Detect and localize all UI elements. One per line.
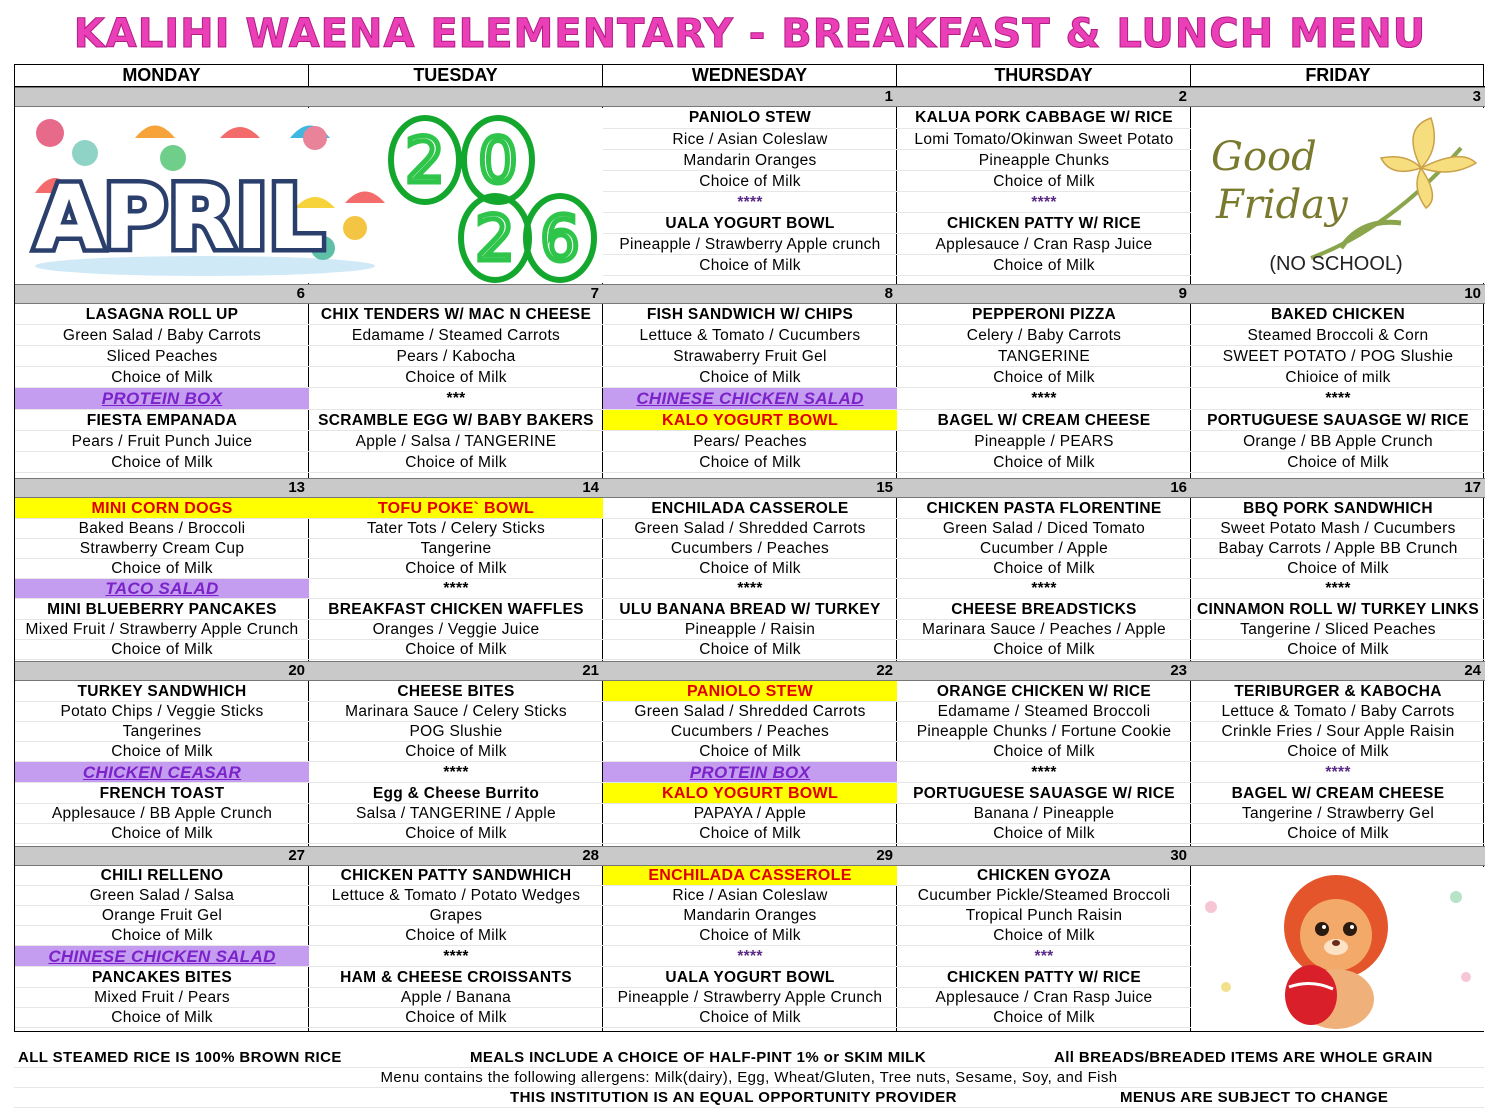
day-cell [15,284,309,473]
menu-line: Salsa / TANGERINE / Apple [309,804,603,824]
breakfast-entree: CHEESE BREADSTICKS [897,599,1191,620]
menu-line: **** [603,946,897,967]
lunch-entree: TURKEY SANDWHICH [15,681,309,702]
day-column-wed [603,65,897,1031]
day-column-thu [897,65,1191,1031]
date-number: 16 [897,478,1191,498]
menu-line: Choice of Milk [309,640,603,660]
date-number [309,87,603,107]
menu-line: Choice of Milk [603,742,897,762]
menu-line: Apple / Banana [309,988,603,1008]
menu-line: Choice of Milk [897,926,1191,946]
menu-line: Applesauce / BB Apple Crunch [15,804,309,824]
breakfast-entree: Egg & Cheese Burrito [309,783,603,804]
day-cell [309,478,603,660]
breakfast-entree: SCRAMBLE EGG W/ BABY BAKERS [309,410,603,431]
menu-line: Steamed Broccoli & Corn [1191,325,1485,346]
menu-line: **** [309,946,603,967]
menu-line: Choice of Milk [309,824,603,844]
day-cell [1191,661,1485,844]
menu-line: Marinara Sauce / Peaches / Apple [897,620,1191,640]
menu-line: POG Slushie [309,722,603,742]
menu-line: Pineapple / Strawberry Apple crunch [603,234,897,255]
date-number: 17 [1191,478,1485,498]
menu-line: Green Salad / Diced Tomato [897,519,1191,539]
day-cell [309,87,603,107]
menu-line: Pineapple / Raisin [603,620,897,640]
menu-line: **** [603,579,897,599]
date-number: 21 [309,661,603,681]
lunch-entree: ENCHILADA CASSEROLE [603,866,897,886]
lunch-entree: BBQ PORK SANDWHICH [1191,498,1485,519]
menu-line: Marinara Sauce / Celery Sticks [309,702,603,722]
menu-line: Sweet Potato Mash / Cucumbers [1191,519,1485,539]
date-number: 15 [603,478,897,498]
day-cell [897,661,1191,844]
menu-line: Green Salad / Shredded Carrots [603,519,897,539]
menu-line: Tropical Punch Raisin [897,906,1191,926]
special-item: CHINESE CHICKEN SALAD [15,946,309,967]
menu-line: Edamame / Steamed Broccoli [897,702,1191,722]
menu-line: Choice of Milk [897,1008,1191,1028]
no-school-note: (NO SCHOOL) [1269,253,1403,275]
breakfast-entree: BAGEL W/ CREAM CHEESE [1191,783,1485,804]
lunch-entree: LASAGNA ROLL UP [15,304,309,325]
menu-line: Choice of Milk [603,926,897,946]
lion-mascot-art [1191,867,1484,1031]
date-number: 9 [897,284,1191,304]
date-number: 8 [603,284,897,304]
menu-line: Green Salad / Baby Carrots [15,325,309,346]
menu-line: **** [603,192,897,213]
menu-line: **** [309,762,603,783]
menu-line: Pineapple Chunks [897,150,1191,171]
menu-line: Edamame / Steamed Carrots [309,325,603,346]
day-header: TUESDAY [309,65,602,87]
lunch-entree: CHICKEN GYOZA [897,866,1191,886]
menu-line: Pineapple / PEARS [897,431,1191,452]
date-number [1191,846,1485,866]
lunch-entree: TOFU POKE` BOWL [309,498,603,519]
breakfast-entree: CHICKEN PATTY W/ RICE [897,967,1191,988]
menu-line: Choice of Milk [309,742,603,762]
lily-flower-art [1191,108,1484,283]
footer-bottom-row [14,1088,1484,1108]
menu-line: **** [1191,388,1485,410]
lunch-entree: CHICKEN PASTA FLORENTINE [897,498,1191,519]
day-header: THURSDAY [897,65,1190,87]
lunch-entree: FISH SANDWICH W/ CHIPS [603,304,897,325]
menu-line: *** [309,388,603,410]
lunch-entree: PEPPERONI PIZZA [897,304,1191,325]
menu-line: Tater Tots / Celery Sticks [309,519,603,539]
breakfast-entree: BREAKFAST CHICKEN WAFFLES [309,599,603,620]
menu-line: Tangerine / Strawberry Gel [1191,804,1485,824]
menu-line: Grapes [309,906,603,926]
menu-line: Choice of Milk [15,824,309,844]
special-item: TACO SALAD [15,579,309,599]
menu-line: Choice of Milk [897,171,1191,192]
day-cell [603,87,897,276]
menu-line: Choice of Milk [603,559,897,579]
lunch-entree: TERIBURGER & KABOCHA [1191,681,1485,702]
menu-line: Babay Carrots / Apple BB Crunch [1191,539,1485,559]
menu-line: Choice of Milk [15,640,309,660]
day-cell [15,846,309,1028]
menu-line: *** [897,946,1191,967]
breakfast-entree: MINI BLUEBERRY PANCAKES [15,599,309,620]
menu-line: Choice of Milk [15,452,309,473]
day-cell [897,87,1191,276]
date-number: 23 [897,661,1191,681]
date-number: 13 [15,478,309,498]
day-cell [1191,846,1485,866]
date-number: 7 [309,284,603,304]
lunch-entree: PANIOLO STEW [603,681,897,702]
menu-line: Choice of Milk [1191,742,1485,762]
menu-line: Mandarin Oranges [603,906,897,926]
menu-line: Choice of Milk [15,742,309,762]
menu-line: **** [897,192,1191,213]
good-text: Good [1211,134,1317,180]
menu-line: Pineapple Chunks / Fortune Cookie [897,722,1191,742]
menu-line: Green Salad / Salsa [15,886,309,906]
menu-line: Choice of Milk [897,452,1191,473]
breakfast-entree: PANCAKES BITES [15,967,309,988]
good-friday-art [1191,108,1484,283]
day-cell [309,661,603,844]
menu-line: Cucumbers / Peaches [603,539,897,559]
menu-line: **** [897,762,1191,783]
lion-cartoon [1191,867,1484,1031]
year-digit: 0 [478,124,518,197]
lunch-entree: PANIOLO STEW [603,107,897,129]
footer-notes-row [14,1048,1484,1068]
menu-line: Rice / Asian Coleslaw [603,129,897,150]
menu-line: Choice of Milk [309,559,603,579]
day-cell [603,661,897,844]
menu-line: Choice of Milk [1191,559,1485,579]
friday-text: Friday [1216,182,1348,228]
menu-line: Choice of Milk [603,640,897,660]
breakfast-entree: FRENCH TOAST [15,783,309,804]
menu-line: Lettuce & Tomato / Potato Wedges [309,886,603,906]
day-header: FRIDAY [1191,65,1485,87]
milk-note: MEALS INCLUDE A CHOICE OF HALF-PINT 1% or SKIM MILK [468,1048,1048,1068]
menu-line: Choice of Milk [309,452,603,473]
menu-line: Orange / BB Apple Crunch [1191,431,1485,452]
menu-line: Orange Fruit Gel [15,906,309,926]
day-cell [1191,478,1485,660]
menu-line: Choice of Milk [1191,452,1485,473]
menu-line: Applesauce / Cran Rasp Juice [897,234,1191,255]
menu-line: Choice of Milk [15,367,309,388]
menu-line: Chioice of milk [1191,367,1485,388]
menu-line: Choice of Milk [897,367,1191,388]
menu-line: Rice / Asian Coleslaw [603,886,897,906]
lunch-entree: CHILI RELLENO [15,866,309,886]
day-header: MONDAY [15,65,308,87]
date-number: 24 [1191,661,1485,681]
day-cell [1191,284,1485,473]
whole-grain-note: All BREADS/BREADED ITEMS ARE WHOLE GRAIN [1046,1048,1484,1068]
menu-line: Cucumber / Apple [897,539,1191,559]
menu-line: Green Salad / Shredded Carrots [603,702,897,722]
menu-line: Mixed Fruit / Pears [15,988,309,1008]
allergen-note: Menu contains the following allergens: Milk(dairy), Egg, Wheat/Gluten, Tree nuts, Sesame, Soy, and Fish [14,1068,1484,1088]
day-cell [603,478,897,660]
menu-line: Choice of Milk [897,559,1191,579]
menu-line: TANGERINE [897,346,1191,367]
day-cell [309,846,603,1028]
year-digit: 6 [540,202,580,275]
menu-line: Pears / Fruit Punch Juice [15,431,309,452]
lunch-entree: ENCHILADA CASSEROLE [603,498,897,519]
menu-line: Choice of Milk [309,1008,603,1028]
menu-line: Choice of Milk [897,824,1191,844]
date-number: 28 [309,846,603,866]
date-number: 2 [897,87,1191,107]
menu-line: Choice of Milk [603,452,897,473]
menu-line: Banana / Pineapple [897,804,1191,824]
menu-line: Strawberry Cream Cup [15,539,309,559]
breakfast-entree: HAM & CHEESE CROISSANTS [309,967,603,988]
day-cell [897,846,1191,1028]
date-number: 6 [15,284,309,304]
date-number: 29 [603,846,897,866]
menu-line: **** [1191,762,1485,783]
lunch-entree: BAKED CHICKEN [1191,304,1485,325]
menu-line: Choice of Milk [603,171,897,192]
date-number: 22 [603,661,897,681]
subject-to-change-note: MENUS ARE SUBJECT TO CHANGE [1120,1089,1389,1106]
special-item: CHINESE CHICKEN SALAD [603,388,897,410]
breakfast-entree: KALO YOGURT BOWL [603,410,897,431]
menu-line: Choice of Milk [897,742,1191,762]
menu-line: Celery / Baby Carrots [897,325,1191,346]
menu-line: Choice of Milk [309,926,603,946]
menu-line: Oranges / Veggie Juice [309,620,603,640]
menu-line: **** [309,579,603,599]
menu-line: Pineapple / Strawberry Apple Crunch [603,988,897,1008]
date-number: 30 [897,846,1191,866]
date-number: 3 [1191,87,1485,107]
day-cell [603,284,897,473]
menu-line: Mixed Fruit / Strawberry Apple Crunch [15,620,309,640]
menu-line: Choice of Milk [603,367,897,388]
special-item: CHICKEN CEASAR [15,762,309,783]
day-cell [15,661,309,844]
day-header: WEDNESDAY [603,65,896,87]
menu-line: PAPAYA / Apple [603,804,897,824]
year-digit: 2 [405,124,445,197]
breakfast-entree: CINNAMON ROLL W/ TURKEY LINKS [1191,599,1485,620]
menu-line: Potato Chips / Veggie Sticks [15,702,309,722]
lunch-entree: CHEESE BITES [309,681,603,702]
date-number: 1 [603,87,897,107]
menu-line: Choice of Milk [1191,824,1485,844]
menu-line: **** [897,388,1191,410]
page-title: KALIHI WAENA ELEMENTARY - BREAKFAST & LUNCH MENU [73,11,1427,57]
breakfast-entree: PORTUGUESE SAUASGE W/ RICE [1191,410,1485,431]
day-cell [897,478,1191,660]
day-cell [603,846,897,1028]
day-cell [897,284,1191,473]
lunch-entree: CHIX TENDERS W/ MAC N CHEESE [309,304,603,325]
lunch-entree: MINI CORN DOGS [15,498,309,519]
date-number: 20 [15,661,309,681]
menu-line: Apple / Salsa / TANGERINE [309,431,603,452]
breakfast-entree: UALA YOGURT BOWL [603,967,897,988]
breakfast-entree: ULU BANANA BREAD W/ TURKEY [603,599,897,620]
day-cell [15,478,309,660]
date-number [15,87,309,107]
menu-line: Lettuce & Tomato / Baby Carrots [1191,702,1485,722]
breakfast-entree: PORTUGUESE SAUASGE W/ RICE [897,783,1191,804]
menu-line: **** [897,579,1191,599]
menu-line: Pears/ Peaches [603,431,897,452]
menu-line: Choice of Milk [15,926,309,946]
date-number: 14 [309,478,603,498]
april-2026-banner [15,108,603,283]
menu-line: Choice of Milk [897,640,1191,660]
breakfast-entree: FIESTA EMPANADA [15,410,309,431]
menu-line: Tangerines [15,722,309,742]
special-item: PROTEIN BOX [15,388,309,410]
lunch-entree: KALUA PORK CABBAGE W/ RICE [897,107,1191,129]
menu-line: Mandarin Oranges [603,150,897,171]
menu-line: SWEET POTATO / POG Slushie [1191,346,1485,367]
menu-line: Cucumbers / Peaches [603,722,897,742]
breakfast-entree: CHICKEN PATTY W/ RICE [897,213,1191,234]
menu-line: Choice of Milk [603,1008,897,1028]
menu-line: Choice of Milk [603,255,897,276]
date-number: 10 [1191,284,1485,304]
menu-line: Choice of Milk [15,1008,309,1028]
day-cell [309,284,603,473]
year-digit: 2 [475,202,515,275]
brown-rice-note: ALL STEAMED RICE IS 100% BROWN RICE [18,1049,342,1066]
april-letters: APRIL [35,166,325,269]
day-cell [1191,87,1485,107]
menu-line: Strawaberry Fruit Gel [603,346,897,367]
menu-line: Choice of Milk [309,367,603,388]
special-item: PROTEIN BOX [603,762,897,783]
menu-line: Applesauce / Cran Rasp Juice [897,988,1191,1008]
menu-line: Lomi Tomato/Okinwan Sweet Potato [897,129,1191,150]
lunch-entree: ORANGE CHICKEN W/ RICE [897,681,1191,702]
menu-line: Choice of Milk [897,255,1191,276]
menu-line: Cucumber Pickle/Steamed Broccoli [897,886,1191,906]
breakfast-entree: UALA YOGURT BOWL [603,213,897,234]
breakfast-entree: KALO YOGURT BOWL [603,783,897,804]
menu-line: Tangerine [309,539,603,559]
menu-line: Sliced Peaches [15,346,309,367]
april-banner-art [15,108,603,283]
menu-line: Choice of Milk [603,824,897,844]
lunch-entree: CHICKEN PATTY SANDWHICH [309,866,603,886]
menu-footer [14,1048,1484,1108]
menu-line: Baked Beans / Broccoli [15,519,309,539]
day-cell [15,87,309,107]
menu-line: Tangerine / Sliced Peaches [1191,620,1485,640]
menu-line: Pears / Kabocha [309,346,603,367]
menu-line: **** [1191,579,1485,599]
equal-opportunity-note: THIS INSTITUTION IS AN EQUAL OPPORTUNITY PROVIDER [510,1089,957,1106]
menu-line: Crinkle Fries / Sour Apple Raisin [1191,722,1485,742]
menu-line: Lettuce & Tomato / Cucumbers [603,325,897,346]
breakfast-entree: BAGEL W/ CREAM CHEESE [897,410,1191,431]
menu-line: Choice of Milk [15,559,309,579]
menu-line: Choice of Milk [1191,640,1485,660]
date-number: 27 [15,846,309,866]
